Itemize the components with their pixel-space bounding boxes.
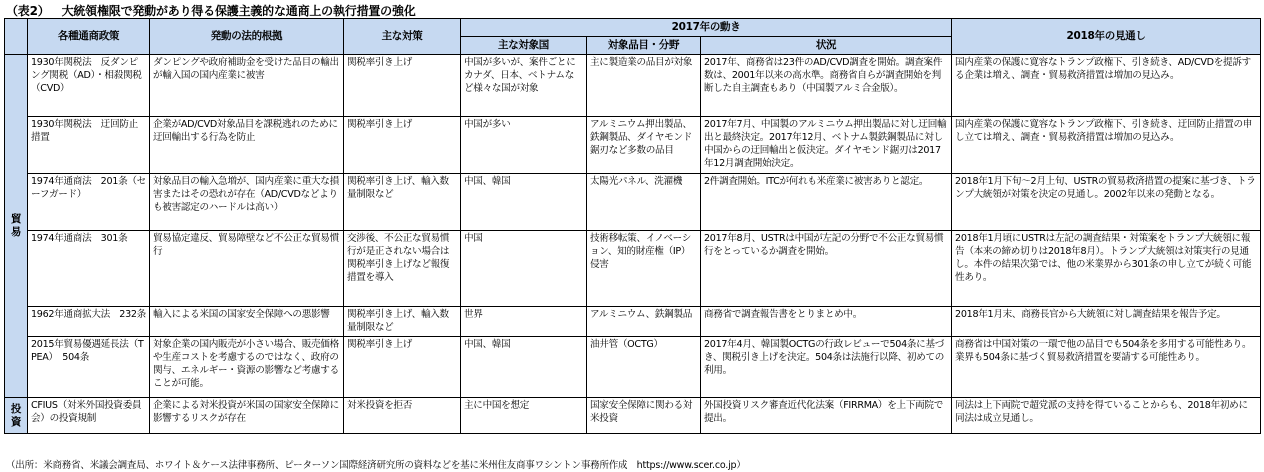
table-row <box>5 337 1261 398</box>
source-footnote: （出所：米商務省、米議会調査局、ホワイト＆ケース法律事務所、ピーターソン国際経済研究所の資料などを基に米州住友商事ワシントン事務所作成 https://www.scer.co.jp） <box>6 460 746 471</box>
header-basis: 発動の法的根拠 <box>150 19 344 55</box>
category-investment: 投資 <box>5 398 28 434</box>
table-title <box>6 2 416 19</box>
items-cell: 技術移転策、イノベーション、知的財産権（IP）侵害 <box>587 231 701 307</box>
outlook-cell: 国内産業の保護に寛容なトランプ政権下、引き続き、迂回防止措置の申し立ては増え、調査・貿易救済措置は増加の見込み。 <box>952 117 1261 174</box>
policy-cell: 2015年貿易優遇延長法（TPEA） 504条 <box>28 337 150 398</box>
countries-cell: 世界 <box>461 307 587 337</box>
basis-cell: 対象品目の輸入急増が、国内産業に重大な損害またはその恐れが存在（AD/CVDなどよりも被害認定のハードルは高い） <box>150 174 344 231</box>
basis-cell: 対象企業の国内販売が小さい場合、販売価格や生産コストを考慮するのではなく、政府の関与、エネルギー・資源の影響など考慮することが可能。 <box>150 337 344 398</box>
status-cell: 商務省で調査報告書をとりまとめ中。 <box>701 307 952 337</box>
header-countries: 主な対象国 <box>461 37 587 55</box>
policy-cell: 1962年通商拡大法 232条 <box>28 307 150 337</box>
measures-table <box>4 18 1261 434</box>
policy-cell: CFIUS（対米外国投資委員会）の投資規制 <box>28 398 150 434</box>
items-cell: 主に製造業の品目が対象 <box>587 55 701 117</box>
status-cell: 2017年7月、中国製のアルミニウム押出製品に対し迂回輸出と最終決定。2017年12月、ベトナム製鉄鋼製品に対し中国からの迂回輸出と仮決定。ダイヤモンド鋸刃は2017年12月調査開始決定。 <box>701 117 952 174</box>
items-cell: 国家安全保障に関わる対米投資 <box>587 398 701 434</box>
countries-cell: 中国が多いが、案件ごとにカナダ、日本、ベトナムなど様々な国が対象 <box>461 55 587 117</box>
target-cell: 関税率引き上げ <box>344 55 461 117</box>
category-trade: 貿易 <box>5 55 28 398</box>
header-row-1 <box>5 19 1261 37</box>
countries-cell: 中国、韓国 <box>461 174 587 231</box>
countries-cell: 主に中国を想定 <box>461 398 587 434</box>
items-cell: 油井管（OCTG） <box>587 337 701 398</box>
policy-cell: 1974年通商法 301条 <box>28 231 150 307</box>
target-cell: 交渉後、不公正な貿易慣行が是正されない場合は関税率引き上げなど報復措置を導入 <box>344 231 461 307</box>
basis-cell: 企業による対米投資が米国の国家安全保障に影響するリスクが存在 <box>150 398 344 434</box>
outlook-cell: 2018年1月下旬～2月上旬、USTRの貿易救済措置の提案に基づき、トランプ大統領が対策を決定の見通し。2002年以来の発動となる。 <box>952 174 1261 231</box>
target-cell: 関税率引き上げ <box>344 337 461 398</box>
basis-cell: 企業がAD/CVD対象品目を課税逃れのために迂回輸出する行為を防止 <box>150 117 344 174</box>
status-cell: 2017年8月、USTRは中国が左記の分野で不公正な貿易慣行をとっているか調査を開始。 <box>701 231 952 307</box>
status-cell: 2017年4月、韓国製OCTGの行政レビューで504条に基づき、関税引き上げを決定。504条は法施行以降、初めての利用。 <box>701 337 952 398</box>
header-policy: 各種通商政策 <box>28 19 150 55</box>
policy-cell: 1930年関税法 迂回防止措置 <box>28 117 150 174</box>
target-cell: 関税率引き上げ、輸入数量制限など <box>344 307 461 337</box>
policy-cell: 1930年関税法 反ダンピング関税（AD）・相殺関税（CVD） <box>28 55 150 117</box>
header-outlook-2018: 2018年の見通し <box>952 19 1261 55</box>
status-cell: 外国投資リスク審査近代化法案（FIRRMA）を上下両院で提出。 <box>701 398 952 434</box>
countries-cell: 中国が多い <box>461 117 587 174</box>
header-corner <box>5 19 28 55</box>
basis-cell: 輸入による米国の国家安全保障への悪影響 <box>150 307 344 337</box>
countries-cell: 中国、韓国 <box>461 337 587 398</box>
header-moves-2017: 2017年の動き <box>461 19 952 37</box>
status-cell: 2件調査開始。ITCが何れも米産業に被害ありと認定。 <box>701 174 952 231</box>
table-row <box>5 174 1261 231</box>
status-cell: 2017年、商務省は23件のAD/CVD調査を開始。調査案件数は、2001年以来の高水準。商務省自らが調査開始を判断した自主調査もあり（中国製アルミ合金版）。 <box>701 55 952 117</box>
target-cell: 対米投資を拒否 <box>344 398 461 434</box>
table-row <box>5 231 1261 307</box>
outlook-cell: 2018年1月頃にUSTRは左記の調査結果・対策案をトランプ大統領に報告（本来の締め切りは2018年8月）。トランプ大統領は対策実行の見通し。本件の結果次第では、他の米業界から301条の申し立てが続く可能性あり。 <box>952 231 1261 307</box>
header-status: 状況 <box>701 37 952 55</box>
target-cell: 関税率引き上げ、輸入数量制限など <box>344 174 461 231</box>
items-cell: アルミニウム、鉄鋼製品 <box>587 307 701 337</box>
items-cell: アルミニウム押出製品、鉄鋼製品、ダイヤモンド鋸刃など多数の品目 <box>587 117 701 174</box>
target-cell: 関税率引き上げ <box>344 117 461 174</box>
outlook-cell: 国内産業の保護に寛容なトランプ政権下、引き続き、AD/CVDを提訴する企業は増え、調査・貿易救済措置は増加の見込み。 <box>952 55 1261 117</box>
header-items: 対象品目・分野 <box>587 37 701 55</box>
table-row <box>5 307 1261 337</box>
items-cell: 太陽光パネル、洗濯機 <box>587 174 701 231</box>
table-row <box>5 55 1261 117</box>
policy-cell: 1974年通商法 201条（セーフガード） <box>28 174 150 231</box>
header-target: 主な対策 <box>344 19 461 55</box>
outlook-cell: 商務省は中国対策の一環で他の品目でも504条を多用する可能性あり。業界も504条に基づく貿易救済措置を要請する可能性あり。 <box>952 337 1261 398</box>
outlook-cell: 2018年1月末、商務長官から大統領に対し調査結果を報告予定。 <box>952 307 1261 337</box>
basis-cell: ダンピングや政府補助金を受けた品目の輸出が輸入国の国内産業に被害 <box>150 55 344 117</box>
table-row <box>5 398 1261 434</box>
table-number: （表2） <box>6 4 50 18</box>
table-title-text: 大統領権限で発動があり得る保護主義的な通商上の執行措置の強化 <box>61 4 416 18</box>
table-row <box>5 117 1261 174</box>
outlook-cell: 同法は上下両院で超党派の支持を得ていることからも、2018年初めに同法は成立見通し。 <box>952 398 1261 434</box>
basis-cell: 貿易協定違反、貿易障壁など不公正な貿易慣行 <box>150 231 344 307</box>
countries-cell: 中国 <box>461 231 587 307</box>
